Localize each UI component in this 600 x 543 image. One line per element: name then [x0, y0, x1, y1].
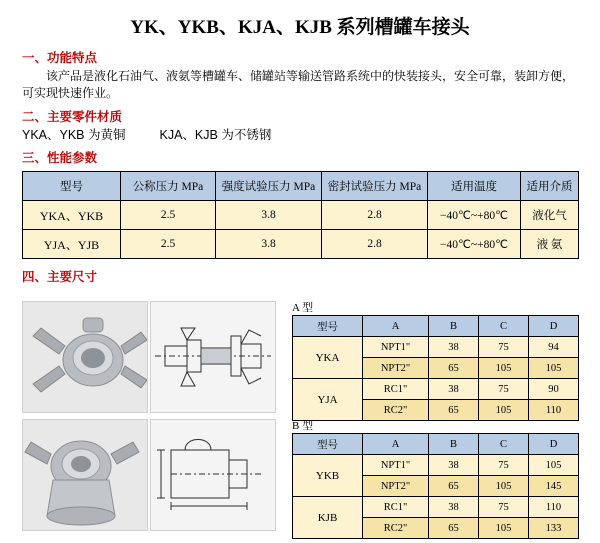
- perf-header-cell: 型号: [23, 172, 121, 201]
- type-a-caption: A 型: [292, 302, 314, 314]
- dim-a-cell: 38: [429, 379, 479, 400]
- dim-b-cell: 38: [429, 497, 479, 518]
- material-brass: YKA、YKB 为黄铜: [22, 128, 126, 142]
- dim-a-cell: 105: [479, 400, 529, 421]
- dimension-table-a: [292, 315, 579, 421]
- dim-a-cell: RC2": [363, 400, 429, 421]
- coupling-drawing-b-image: [150, 419, 276, 531]
- dimension-table-b: [292, 433, 579, 539]
- page-title: YK、YKB、KJA、KJB 系列槽罐车接头: [130, 17, 470, 38]
- dim-a-cell: 94: [529, 337, 579, 358]
- perf-cell: 2.8: [322, 230, 428, 259]
- table-row: [293, 497, 579, 518]
- table-header-row: [293, 434, 579, 455]
- dimension-table-b-wrap: [292, 433, 579, 539]
- section-body-materials: [22, 127, 582, 143]
- perf-header-cell: 适用介质: [521, 172, 579, 201]
- material-stainless: KJA、KJB 为不锈钢: [159, 128, 272, 142]
- dim-a-cell: NPT1": [363, 337, 429, 358]
- dim-b-cell: 133: [529, 518, 579, 539]
- dim-a-cell: 38: [429, 337, 479, 358]
- perf-cell: 2.5: [121, 201, 216, 230]
- perf-cell: 液 氨: [521, 230, 579, 259]
- dim-b-cell: 38: [429, 455, 479, 476]
- section-heading-performance: 三、性能参数: [22, 151, 98, 165]
- table-row: [23, 230, 579, 259]
- table-row: [293, 379, 579, 400]
- dim-b-cell: 105: [529, 455, 579, 476]
- dim-b-cell: 65: [429, 518, 479, 539]
- dim-a-cell: RC1": [363, 379, 429, 400]
- dim-b-cell: 110: [529, 497, 579, 518]
- dimensions-area: [0, 291, 600, 543]
- dim-b-header-cell: C: [479, 434, 529, 455]
- dim-b-cell: NPT2": [363, 476, 429, 497]
- perf-cell: 2.5: [121, 230, 216, 259]
- dim-b-cell: 105: [479, 518, 529, 539]
- table-row: [293, 455, 579, 476]
- dim-b-cell: 65: [429, 476, 479, 497]
- section-heading-materials: 二、主要零件材质: [22, 110, 123, 124]
- dim-b-cell: RC2": [363, 518, 429, 539]
- type-b-caption: B 型: [292, 420, 314, 432]
- perf-cell: 2.8: [322, 201, 428, 230]
- dim-a-cell-model: YKA: [293, 337, 363, 379]
- dim-a-cell-model: YJA: [293, 379, 363, 421]
- performance-table: [22, 171, 579, 259]
- section-body-features: 该产品是液化石油气、液氨等槽罐车、储罐站等输送管路系统中的快装接头，安全可靠，装卸方便，可实现快速作业。: [22, 69, 575, 100]
- table-row: [293, 337, 579, 358]
- coupling-photo-a-image: [22, 301, 148, 413]
- table-header-row: [293, 316, 579, 337]
- dim-a-header-cell: B: [429, 316, 479, 337]
- dim-b-cell: RC1": [363, 497, 429, 518]
- perf-header-cell: 密封试验压力 MPa: [322, 172, 428, 201]
- dim-b-cell: 105: [479, 476, 529, 497]
- dim-b-cell-model: KJB: [293, 497, 363, 539]
- performance-table-wrap: [22, 171, 600, 259]
- dim-a-cell: 65: [429, 400, 479, 421]
- section-heading-dimensions: 四、主要尺寸: [22, 270, 98, 284]
- perf-cell: 3.8: [216, 230, 322, 259]
- dim-b-header-cell: B: [429, 434, 479, 455]
- dim-a-header-cell: 型号: [293, 316, 363, 337]
- dim-b-header-cell: A: [363, 434, 429, 455]
- dim-b-header-cell: D: [529, 434, 579, 455]
- section-heading-features: 一、功能特点: [22, 51, 98, 65]
- table-row: [23, 201, 579, 230]
- dim-a-header-cell: C: [479, 316, 529, 337]
- dim-b-cell-model: YKB: [293, 455, 363, 497]
- dim-a-cell: NPT2": [363, 358, 429, 379]
- coupling-photo-b-image: [22, 419, 148, 531]
- dim-b-cell: NPT1": [363, 455, 429, 476]
- dim-a-cell: 75: [479, 337, 529, 358]
- dimension-table-a-wrap: [292, 315, 579, 421]
- perf-header-cell: 适用温度: [428, 172, 521, 201]
- dim-b-cell: 145: [529, 476, 579, 497]
- perf-cell: −40℃~+80℃: [428, 201, 521, 230]
- dim-b-cell: 75: [479, 497, 529, 518]
- dim-a-header-cell: D: [529, 316, 579, 337]
- perf-header-cell: 强度试验压力 MPa: [216, 172, 322, 201]
- dim-a-cell: 110: [529, 400, 579, 421]
- dim-a-header-cell: A: [363, 316, 429, 337]
- dim-b-cell: 75: [479, 455, 529, 476]
- coupling-drawing-a-image: [150, 301, 276, 413]
- dim-a-cell: 105: [529, 358, 579, 379]
- dim-a-cell: 65: [429, 358, 479, 379]
- perf-header-cell: 公称压力 MPa: [121, 172, 216, 201]
- dim-a-cell: 75: [479, 379, 529, 400]
- dim-a-cell: 105: [479, 358, 529, 379]
- perf-cell-model: YJA、YJB: [23, 230, 121, 259]
- dim-a-cell: 90: [529, 379, 579, 400]
- perf-cell: −40℃~+80℃: [428, 230, 521, 259]
- dim-b-header-cell: 型号: [293, 434, 363, 455]
- table-header-row: [23, 172, 579, 201]
- perf-cell-model: YKA、YKB: [23, 201, 121, 230]
- perf-cell: 液化气: [521, 201, 579, 230]
- perf-cell: 3.8: [216, 201, 322, 230]
